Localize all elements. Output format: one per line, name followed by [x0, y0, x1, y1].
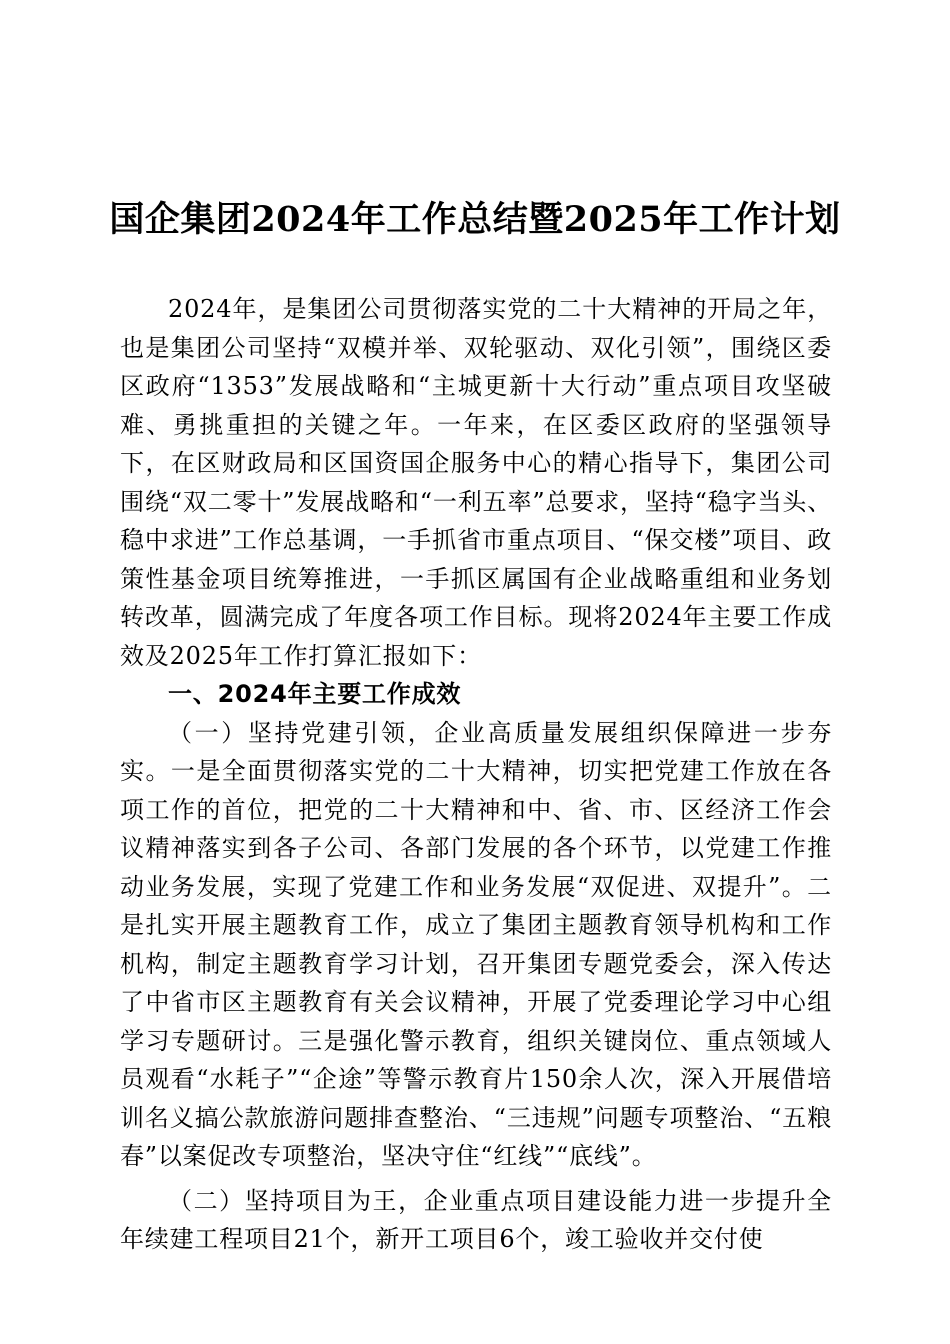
subsection-paragraph-2: （二）坚持项目为王，企业重点项目建设能力进一步提升全年续建工程项目21个，新开工项目6个，竣工验收并交付使 — [120, 1186, 832, 1253]
document-title: 国企集团2024年工作总结暨2025年工作计划 — [109, 199, 841, 240]
intro-paragraph: 2024年，是集团公司贯彻落实党的二十大精神的开局之年，也是集团公司坚持“双模并举、双轮驱动、双化引领”，围绕区委区政府“1353”发展战略和“主城更新十大行动”重点项目攻坚破难、勇挑重担的关键之年。一年来，在区委区政府的坚强领导下，在区财政局和区国资国企服务中心的精心指导下，集团公司围绕“双二零十”发展战略和“一利五率”总要求，坚持“稳字当头、稳中求进”工作总基调，一手抓省市重点项目、“保交楼”项目、政策性基金项目统筹推进，一手抓区属国有企业战略重组和业务划转改革，圆满完成了年度各项工作目标。现将2024年主要工作成效及2025年工作打算汇报如下： — [120, 295, 832, 670]
document-body — [120, 290, 832, 1259]
section-heading: 一、2024年主要工作成效 — [168, 680, 462, 708]
subsection-paragraph-1: （一）坚持党建引领，企业高质量发展组织保障进一步夯实。一是全面贯彻落实党的二十大精神，切实把党建工作放在各项工作的首位，把党的二十大精神和中、省、市、区经济工作会议精神落实到各子公司、各部门发展的各个环节，以党建工作推动业务发展，实现了党建工作和业务发展“双促进、双提升”。二是扎实开展主题教育工作，成立了集团主题教育领导机构和工作机构，制定主题教育学习计划，召开集团专题党委会，深入传达了中省市区主题教育有关会议精神，开展了党委理论学习中心组学习专题研讨。三是强化警示教育，组织关键岗位、重点领域人员观看“水耗子”“企途”等警示教育片150余人次，深入开展借培训名义搞公款旅游问题排查整治、“三违规”问题专项整治、“五粮春”以案促改专项整治，坚决守住“红线”“底线”。 — [120, 718, 832, 1170]
